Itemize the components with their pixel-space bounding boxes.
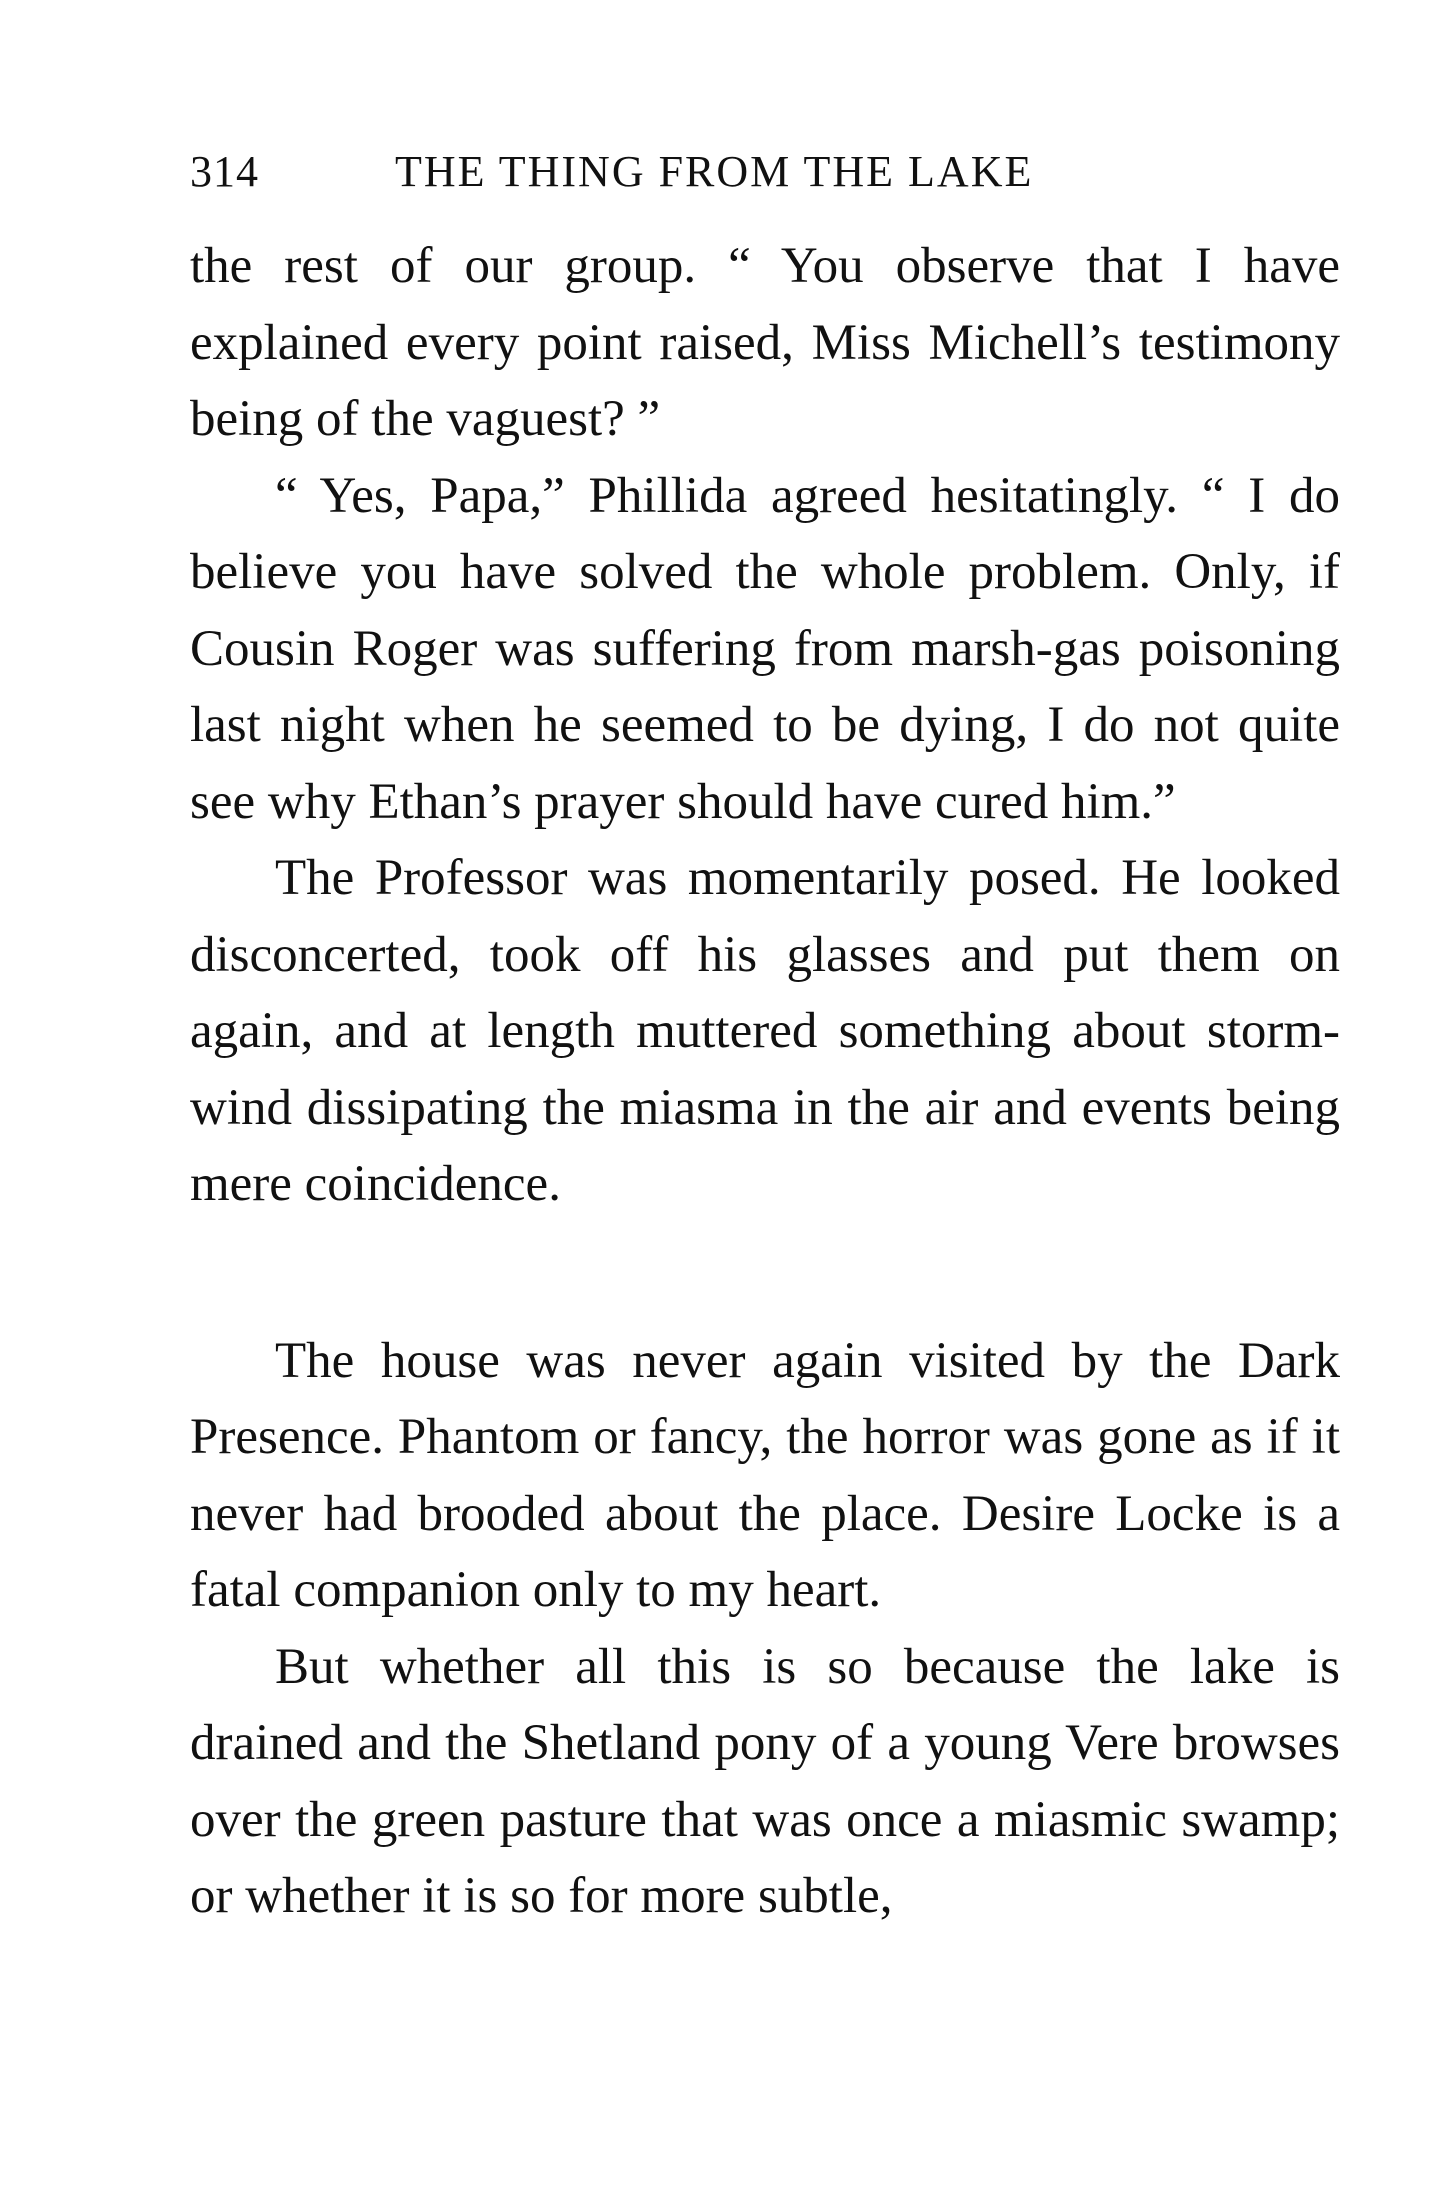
paragraph: The house was never again visited by the Dark Presence. Phantom or fancy, the horror was gone as if it never had brooded about the place. Desire Locke is a fatal companion only to my heart. (190, 1332, 1340, 1618)
running-title: THE THING FROM THE LAKE (395, 147, 1034, 196)
section-break (190, 1223, 1340, 1323)
paragraph: “ Yes, Papa,” Phillida agreed hesitatingly. “ I do believe you have solved the whole problem. Only, if Cousin Roger was suffering from marsh-gas poisoning last night when he seemed to be dying, I do not quite see why Ethan’s prayer should have cured him.” (190, 467, 1340, 830)
paragraph: The Professor was momentarily posed. He looked disconcerted, took off his glasses and put them on again, and at length muttered something about storm-wind dissipating the miasma in the air and events being mere coincidence. (190, 850, 1340, 1212)
paragraph: But whether all this is so because the lake is drained and the Shetland pony of a young Vere browses over the green pasture that was once a miasmic swamp; or whether it is so for more subtle, (190, 1638, 1340, 1924)
page-number: 314 (190, 147, 259, 196)
body-text (190, 228, 1340, 1935)
page-header (190, 146, 1340, 206)
paragraph-continued: the rest of our group. “ You observe that I have explained every point raised, Miss Michell’s testimony being of the vaguest? ” (190, 238, 1340, 447)
